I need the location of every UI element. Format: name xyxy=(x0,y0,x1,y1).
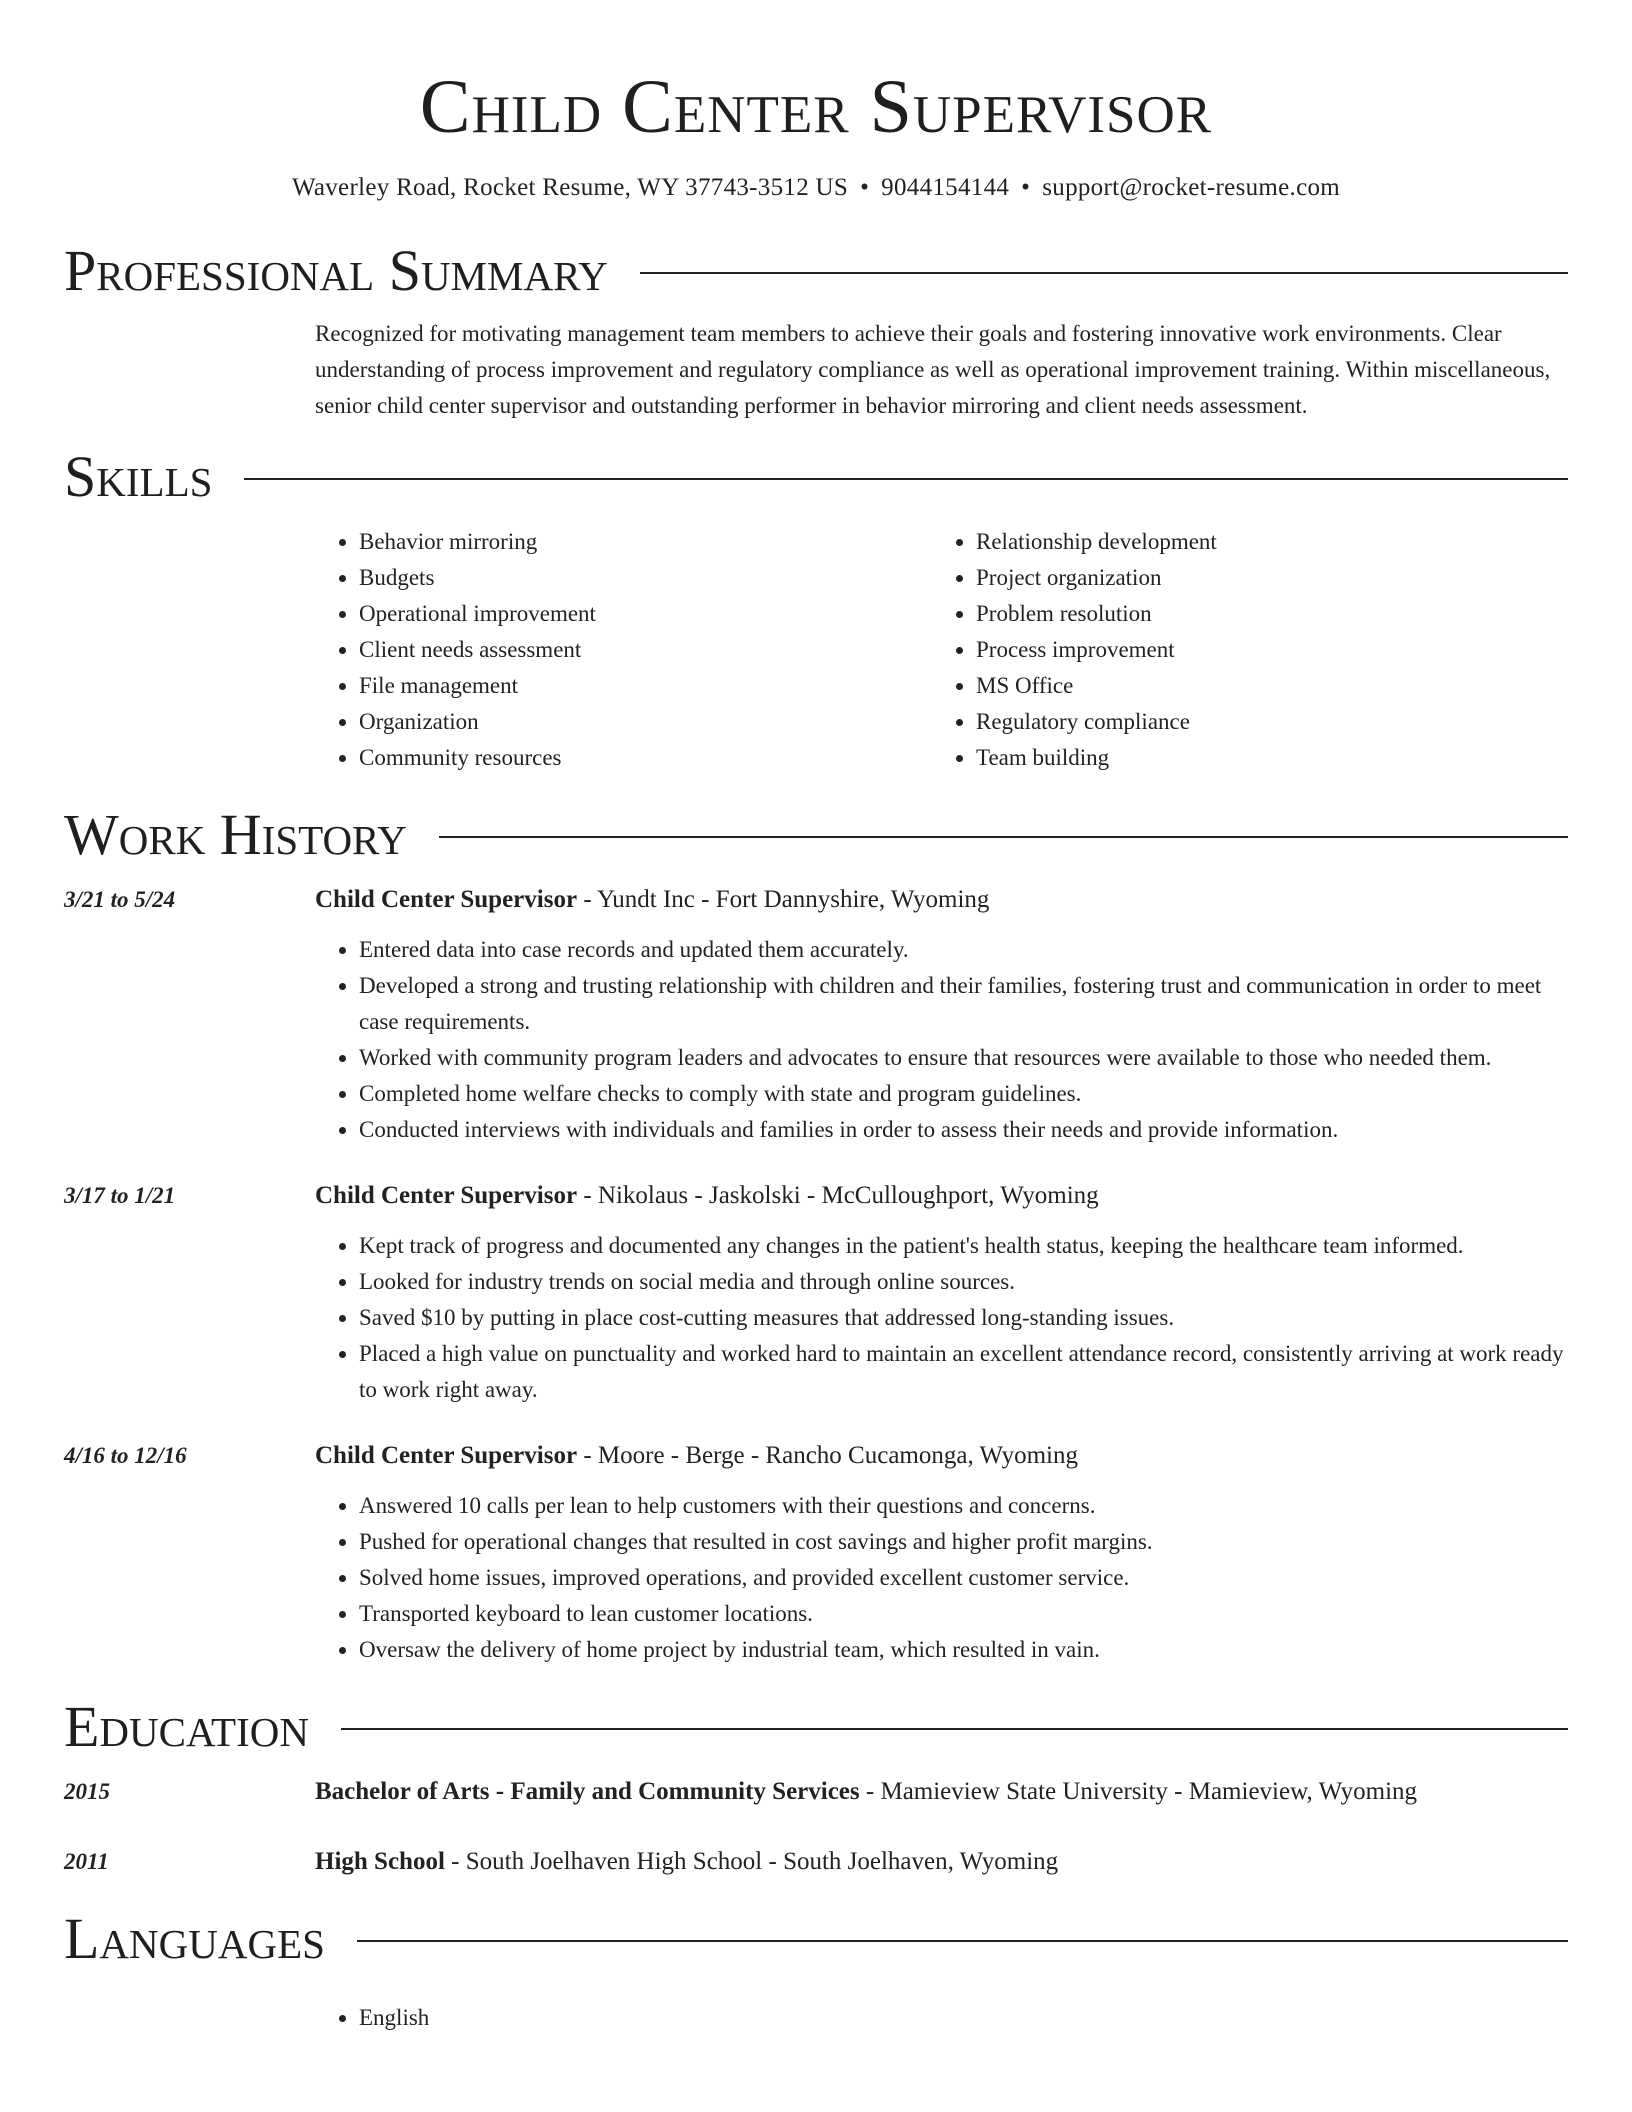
job-dates: 4/16 to 12/16 xyxy=(64,1443,187,1468)
job-bullet: • Looked for industry trends on social media and through online sources. xyxy=(359,1264,1568,1300)
job-details: - Nikolaus - Jaskolski - McCulloughport, Wyoming xyxy=(577,1182,1099,1209)
school-details: - Mamieview State University - Mamieview, Wyoming xyxy=(859,1778,1418,1805)
job-headline xyxy=(315,882,1568,918)
section-rule xyxy=(244,478,1568,480)
degree: High School xyxy=(315,1848,445,1875)
job-headline xyxy=(315,1438,1568,1474)
job-details: - Moore - Berge - Rancho Cucamonga, Wyoming xyxy=(577,1442,1078,1469)
section-title: Education xyxy=(64,1694,309,1759)
skill-item: • Process improvement xyxy=(976,632,1549,668)
job-details: - Yundt Inc - Fort Dannyshire, Wyoming xyxy=(577,886,990,913)
job-dates: 3/17 to 1/21 xyxy=(64,1183,176,1208)
section-rule xyxy=(439,836,1568,838)
job-title: Child Center Supervisor xyxy=(315,1182,578,1209)
section-heading xyxy=(64,802,1568,868)
job-bullet: • Pushed for operational changes that resulted in cost savings and higher profit margins. xyxy=(359,1524,1568,1560)
contact-line xyxy=(64,172,1568,204)
phone: 9044154144 xyxy=(881,174,1010,201)
section-rule xyxy=(357,1940,1568,1942)
skill-item: • Regulatory compliance xyxy=(976,704,1549,740)
section-title: Languages xyxy=(64,1906,325,1971)
skills-section xyxy=(64,444,1568,776)
summary-section xyxy=(64,238,1568,424)
job-bullet: • Oversaw the delivery of home project by industrial team, which resulted in vain. xyxy=(359,1632,1568,1668)
email: support@rocket-resume.com xyxy=(1042,174,1341,201)
skill-item: • Relationship development xyxy=(976,524,1549,560)
job-bullet: • Transported keyboard to lean customer locations. xyxy=(359,1596,1568,1632)
job-bullet: • Kept track of progress and documented any changes in the patient's health status, keeping the healthcare team informed. xyxy=(359,1228,1568,1264)
skills-columns xyxy=(315,524,1568,776)
job-bullet: • Solved home issues, improved operations, and provided excellent customer service. xyxy=(359,1560,1568,1596)
skill-item: • MS Office xyxy=(976,668,1549,704)
education-headline xyxy=(315,1774,1568,1810)
job-bullet: • Answered 10 calls per lean to help customers with their questions and concerns. xyxy=(359,1488,1568,1524)
section-title: Skills xyxy=(64,444,213,509)
job-bullet: • Conducted interviews with individuals and families in order to assess their needs and provide information. xyxy=(359,1112,1568,1148)
address: Waverley Road, Rocket Resume, WY 37743-3512 US xyxy=(291,174,849,201)
section-heading xyxy=(64,238,1568,304)
job-entry xyxy=(64,882,1568,1148)
section-heading xyxy=(64,1906,1568,1972)
education-headline xyxy=(315,1844,1568,1880)
job-bullet: • Placed a high value on punctuality and worked hard to maintain an excellent attendance record, consistently arriving at work ready to work right away. xyxy=(359,1336,1568,1408)
candidate-name: Child Center Supervisor xyxy=(419,65,1213,149)
skill-item: • Client needs assessment xyxy=(359,632,932,668)
summary-text: Recognized for motivating management team members to achieve their goals and fostering innovative work environments. Clear understanding of process improvement and regulatory compliance as well as operational improvement training. Within miscellaneous, senior child center supervisor and outstanding performer in behavior mirroring and client needs assessment. xyxy=(315,321,1551,418)
job-entry xyxy=(64,1438,1568,1668)
section-heading xyxy=(64,1694,1568,1760)
job-dates: 3/21 to 5/24 xyxy=(64,887,176,912)
degree: Bachelor of Arts - Family and Community Services xyxy=(315,1778,860,1805)
skill-item: • Organization xyxy=(359,704,932,740)
job-bullet: • Worked with community program leaders and advocates to ensure that resources were available to those who needed them. xyxy=(359,1040,1568,1076)
language-item: • English xyxy=(359,2000,1568,2036)
education-year: 2011 xyxy=(64,1849,109,1874)
skill-item: • Community resources xyxy=(359,740,932,776)
job-bullets xyxy=(315,932,1568,1148)
job-bullet: • Developed a strong and trusting relationship with children and their families, fostering trust and communication in order to meet case requirements. xyxy=(359,968,1568,1040)
section-title: Work History xyxy=(64,802,407,867)
skill-item: • Behavior mirroring xyxy=(359,524,932,560)
education-year: 2015 xyxy=(64,1779,110,1804)
job-title: Child Center Supervisor xyxy=(315,886,578,913)
skill-item: • Operational improvement xyxy=(359,596,932,632)
job-bullet: • Completed home welfare checks to comply with state and program guidelines. xyxy=(359,1076,1568,1112)
skill-item: • Project organization xyxy=(976,560,1549,596)
skill-item: • Budgets xyxy=(359,560,932,596)
separator: • xyxy=(860,174,870,201)
work-history-section xyxy=(64,802,1568,1668)
section-heading xyxy=(64,444,1568,510)
languages-list xyxy=(315,2000,1568,2036)
job-title: Child Center Supervisor xyxy=(315,1442,578,1469)
education-section xyxy=(64,1694,1568,1880)
resume-page xyxy=(64,0,1568,2036)
education-entry xyxy=(64,1844,1568,1880)
section-title: Professional Summary xyxy=(64,238,608,303)
skill-item: • File management xyxy=(359,668,932,704)
skills-list-right xyxy=(932,524,1549,776)
section-rule xyxy=(640,272,1568,274)
languages-entry xyxy=(64,1986,1568,2036)
school-details: - South Joelhaven High School - South Joelhaven, Wyoming xyxy=(444,1848,1059,1875)
job-headline xyxy=(315,1178,1568,1214)
skill-item: • Problem resolution xyxy=(976,596,1549,632)
job-bullets xyxy=(315,1228,1568,1408)
languages-section xyxy=(64,1906,1568,2036)
job-bullet: • Entered data into case records and updated them accurately. xyxy=(359,932,1568,968)
skill-item: • Team building xyxy=(976,740,1549,776)
job-bullet: • Saved $10 by putting in place cost-cutting measures that addressed long-standing issues. xyxy=(359,1300,1568,1336)
job-bullets xyxy=(315,1488,1568,1668)
education-entry xyxy=(64,1774,1568,1810)
job-entry xyxy=(64,1178,1568,1408)
skills-list-left xyxy=(315,524,932,776)
separator: • xyxy=(1021,174,1031,201)
section-rule xyxy=(341,1728,1568,1730)
